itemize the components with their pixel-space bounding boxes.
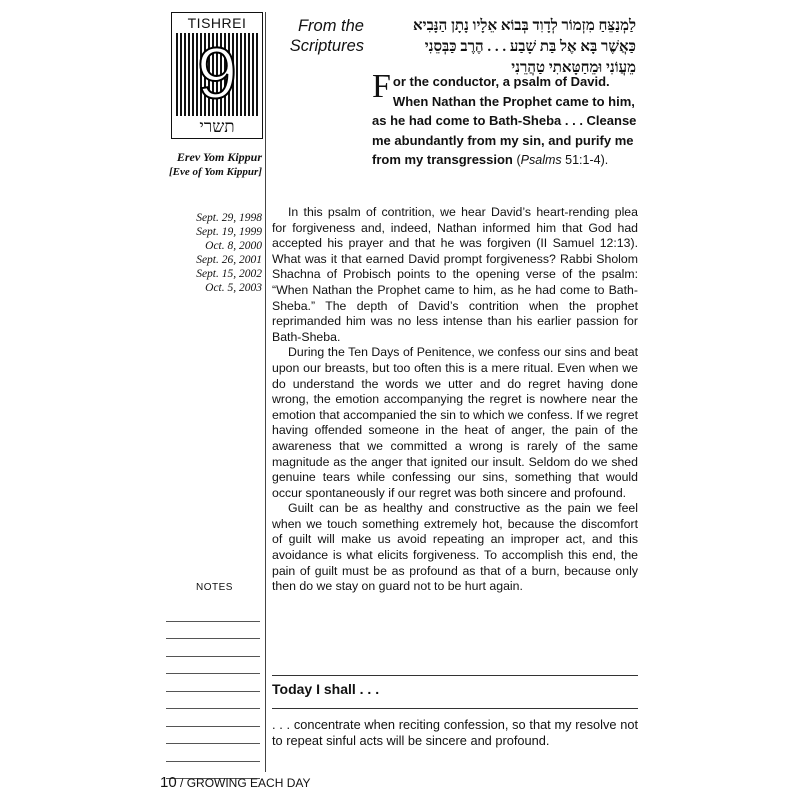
notes-line [166,709,260,727]
date-item: Oct. 5, 2003 [205,282,262,294]
notes-line [166,657,260,675]
notes-line [166,604,260,622]
notes-line [166,639,260,657]
occasion [165,150,262,180]
hebrew-line: לַמְנַצֵּחַ מִזְמוֹר לְדָוִד בְּבוֹא אֵלָיו נָתָן הַנָּבִיא [413,18,636,34]
from-the-scriptures-label [276,16,364,56]
paragraph: In this psalm of contrition, we hear David’s heart-rending plea for forgiveness and, indeed, Nathan informed him that God had accepted his prayer and that he was forgiven (II Samuel 12:13). What was it that earned David prompt forgiveness? Rabbi Sholom Shachna of Probisch points to the opening verse of the psalm: “When Nathan the Prophet came to him, as he had come to Bath-Sheba.” The depth of David’s contrition when the prophet reprimanded him was no less intense than his earlier passion for Bath-Sheba. [272,205,638,344]
today-i-shall-heading: Today I shall . . . [272,681,380,697]
calendar-dates [160,211,262,295]
translation-text: or the conductor, a psalm of David. When Nathan the Prophet came to him, as he had come to Bath-Sheba . . . Cleanse me abundantly from my sin, and purify me from my transgression [372,74,637,167]
hebrew-month-label: תשרי [199,117,235,136]
month-label: TISHREI [187,15,247,31]
divider-top [272,675,638,676]
column-divider [265,12,266,772]
book-title: / GROWING EACH DAY [176,776,311,790]
scripture-label-line: From the [297,17,364,35]
today-resolution: . . . concentrate when reciting confession, so that my resolve not to repeat sinful acts will be sincere and profound. [272,717,638,748]
notes-line [166,727,260,745]
paragraph: Guilt can be as healthy and constructive as the pain we feel when we touch something extremely hot, because the discomfort of guilt will make us avoid repeating an improper act, and this avoidance is what elicits forgiveness. To accomplish this end, the pain of guilt must be as profound as that of a burn, because only then do we stay on guard not to be hurt again. [272,501,638,594]
notes-label: NOTES [196,582,233,593]
divider-bottom [272,708,638,709]
notes-lines [166,604,260,779]
citation-ref: 51:1-4). [561,153,609,167]
scripture-label-line: Scriptures [289,37,364,55]
page-footer [160,774,310,791]
hebrew-line: מֵעֲוֹנִי וּמֵחַטָּאתִי טַהֲרֵנִי [511,60,636,76]
date-item: Sept. 19, 1999 [196,226,262,238]
date-item: Sept. 15, 2002 [196,268,262,280]
drop-cap: F [372,68,391,105]
notes-line [166,744,260,762]
commentary-body [272,205,638,595]
date-box [171,12,263,139]
day-number: 9 [196,34,238,114]
occasion-title: Erev Yom Kippur [176,150,262,164]
hebrew-verse [370,16,636,79]
notes-line [166,622,260,640]
notes-line [166,674,260,692]
date-item: Sept. 26, 2001 [196,254,262,266]
date-item: Oct. 8, 2000 [205,240,262,252]
date-item: Sept. 29, 1998 [196,212,262,224]
page-number: 10 [160,774,177,791]
citation: (Psalms 51:1-4). [516,153,609,167]
occasion-subtitle: [Eve of Yom Kippur] [169,166,262,178]
paragraph: During the Ten Days of Penitence, we confess our sins and beat upon our breasts, but too often this is a mere ritual. Even when we do understand the words we utter and do regret having done wrong, the emotion accompanying the regret is nowhere near the emotion that accompanied the sin to which we confess. If we regret having offended someone in the heat of anger, the pain of the awareness that we committed a wrong is rarely of the same magnitude as the anger that ignited our insult. Seldom do we shed genuine tears while confessing our sins, something that would occur spontaneously if our regret was both sincere and profound. [272,345,638,500]
hebrew-line: כַּאֲשֶׁר בָּא אֶל בַּת שָׁבַע . . . הֶרֶב כַּבְּסֵנִי [424,39,636,55]
citation-book: Psalms [520,153,562,167]
notes-line [166,692,260,710]
